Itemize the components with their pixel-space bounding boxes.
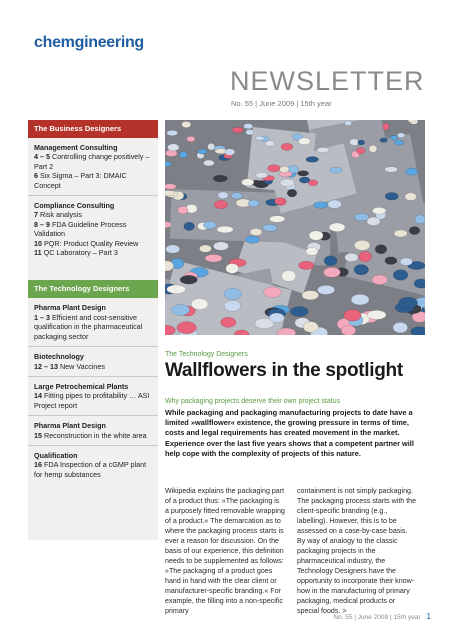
toc-entry-text: FDA Inspection of a cGMP plant for hemp substances [34,460,147,479]
toc-group-title: Management Consulting [34,143,118,152]
toc-group [28,195,158,262]
pill [344,310,361,322]
pill [218,192,228,199]
table-of-contents-sidebar [28,120,158,540]
pill [281,143,293,150]
pill [264,287,282,298]
toc-entry-text: FDA Guideline Process Validation [34,219,127,239]
pill [308,180,318,186]
article-body-text: Wikipedia explains the packaging part of a product thus: »The packaging is a purposely fitted removable wrapping of a product.« The demarcation as to where the packaging process starts is ever a reason for discussion. On the basis of our experience, this definition needs to be supplemented as follows: »The packaging of a product goes hand in hand with the clear client or manufacturer-specific branding.« For example, the filling into a non-specific primary [165,487,285,615]
pill [306,247,318,255]
pill [280,166,289,172]
toc-page-number: 4 – 5 [34,152,50,162]
toc-entry-text: PQR: Product Quality Review [42,238,139,248]
pill [172,305,190,316]
pill [256,172,268,178]
toc-group-title: Compliance Consulting [34,201,115,211]
toc-entry[interactable] [34,313,152,341]
pill [314,202,329,209]
pill [299,261,314,269]
toc-group [28,415,158,445]
toc-page-number: 16 [34,460,42,470]
toc-group-title: Large Petrochemical Plants [34,381,129,391]
pill [280,179,294,187]
pill [409,227,420,235]
pill [405,193,417,201]
toc-page-number: 7 [34,210,38,220]
pill [406,168,418,175]
article-headline: Wallflowers in the spotlight [165,360,403,381]
pill [359,251,372,261]
technology-designers-heading: The Technology Designers [28,280,158,298]
toc-entry[interactable] [34,460,152,479]
toc-group [28,376,158,415]
toc-entry-text: Fitting pipes to profitability … ASI Project report [34,391,150,410]
pill [205,254,222,262]
pill [217,226,234,233]
pill [351,294,369,305]
pill [317,285,334,294]
pill [168,144,180,151]
toc-entry[interactable] [34,210,152,219]
toc-page-number: 12 – 13 [34,361,58,371]
toc-entry[interactable] [34,220,152,239]
pill [341,326,356,335]
pill [191,299,208,310]
toc-entry-text: Risk analysis [38,210,82,220]
toc-entry-text: Efficient and cost-sensitive qualification in the pharmaceutical packaging sector [34,312,143,341]
pill [393,322,408,333]
pill [213,175,227,182]
pill [372,207,386,214]
pill [385,193,398,201]
toc-entry[interactable] [34,248,152,257]
pill [367,217,380,226]
toc-page-number: 14 [34,391,42,401]
pill [345,253,358,262]
article-lead: While packaging and packaging manufacturing projects to date have a limited »wallflower« existence, the growing pressure in terms of time, costs and legal requirements has created movement in the market. Experience over the last five years shows that a competent partner will help cope with the complexity of projects of this nature. [165,408,414,458]
pill [179,151,187,158]
pill-blister-packs-photo [165,120,425,335]
pill [232,127,243,133]
pill [303,322,318,333]
toc-group [28,346,158,376]
pill [380,138,388,142]
pill [356,148,365,154]
toc-entry-text: New Vaccines [57,361,105,371]
pill [358,140,365,145]
pill [354,265,368,275]
pill [415,215,425,224]
pill [298,171,309,176]
pill [385,167,398,173]
toc-group [28,445,158,484]
toc-page-number: 6 [34,171,38,181]
toc-page-number: 11 [34,248,42,258]
pill [226,264,239,274]
pill [203,160,214,166]
article-deck: Why packaging projects deserve their own project status [165,398,341,405]
pill [198,149,207,154]
toc-entry-text: Controlling change positively – Part 2 [34,152,150,171]
pill [323,267,340,277]
toc-entry[interactable] [34,362,152,371]
pill [354,240,370,250]
toc-group-title: Biotechnology [34,352,84,362]
toc-entry-text: QC Laboratory – Part 3 [41,248,118,258]
toc-entry[interactable] [34,171,152,190]
article-body-text: containment is not simply packaging. The packaging process starts with the client-specific branding (e.g., labelling). However, this is to be assessed on a case-by-case basis. By way of analogy to the classic packaging projects in the pharmaceutical industry, the Technology Designers have the opportunity to incorporate their know-how in the manufacturing of primary packaging, medical products or special foods. > [297,487,417,615]
pill [187,136,196,142]
newsletter-issue: No. 55 | June 2009 | 15th year [231,99,332,108]
pill [245,236,259,243]
pill [324,256,337,266]
toc-page-number: 15 [34,430,42,440]
pill [269,313,284,323]
business-designers-heading: The Business Designers [28,120,158,138]
pill [225,149,235,156]
pill [328,200,342,208]
pill [250,229,262,236]
pill [369,145,377,152]
business-designers-list [28,138,158,262]
toc-group-title: Pharma Plant Design [34,303,106,313]
pill [399,297,418,308]
pill [290,307,308,317]
pill [167,285,186,294]
pill [309,231,323,241]
pill [282,270,296,281]
toc-page-number: 10 [34,238,42,248]
footer-issue: No. 55 | June 2009 | 15th year [333,614,421,621]
pill [165,184,176,190]
toc-entry-text: Reconstruction in the white area [42,430,147,440]
pill [287,189,297,197]
pill [221,317,236,327]
pill [372,275,388,285]
technology-designers-list [28,298,158,484]
pill [224,288,242,299]
toc-group [28,298,158,346]
pill [166,245,180,253]
toc-entry[interactable] [34,431,152,440]
toc-page-number: 8 – 9 [34,219,50,229]
pill [199,245,211,252]
pill [408,120,416,123]
toc-page-number: 1 – 3 [34,312,50,322]
pill [263,224,277,231]
toc-group [28,138,158,195]
chemgineering-logo: chemgineering [34,34,144,51]
pill [167,130,178,136]
pill [275,198,285,205]
pill [180,275,197,284]
pill [165,161,172,166]
pill [270,216,285,223]
pill [345,121,352,126]
pill [248,200,259,207]
pill [329,223,345,232]
pill [299,138,311,145]
pill [330,167,343,173]
section-spacer [28,262,158,280]
article-kicker: The Technology Designers [165,351,248,358]
pill [242,179,254,186]
pill [394,230,407,237]
pill [306,157,319,163]
toc-entry[interactable] [34,391,152,410]
pill [203,221,216,229]
pill [317,147,329,153]
pill [394,140,403,145]
pill [255,136,264,140]
pill [165,190,175,196]
pill [414,279,425,288]
article-column-2 [297,486,417,616]
toc-group-title: Pharma Plant Design [34,421,106,431]
pills-image [165,120,425,335]
pill [213,242,228,251]
pill [354,213,368,220]
pill [375,245,387,254]
pill [224,300,241,311]
toc-entry[interactable] [34,239,152,248]
pill [268,165,281,172]
toc-entry-text: Six Sigma – Part 3: DMAIC Concept [34,171,127,190]
pill [302,291,319,300]
pill [214,200,228,208]
pill [385,257,397,265]
page-footer [333,612,431,621]
pill [383,123,389,130]
pill [208,143,215,150]
pill [393,270,408,281]
pill [182,121,191,127]
pill [184,222,195,230]
toc-entry[interactable] [34,152,152,171]
newsletter-title: NEWSLETTER [230,66,425,96]
pill [244,124,253,129]
pill [400,258,412,266]
toc-group-title: Qualification [34,450,78,460]
page-number: 1 [426,612,431,621]
pill [177,322,196,334]
pill [178,206,188,214]
pill [231,193,242,199]
pill [397,133,405,138]
pill [367,310,386,319]
article-column-1 [165,486,285,616]
pill [391,135,398,140]
pill [246,129,254,135]
